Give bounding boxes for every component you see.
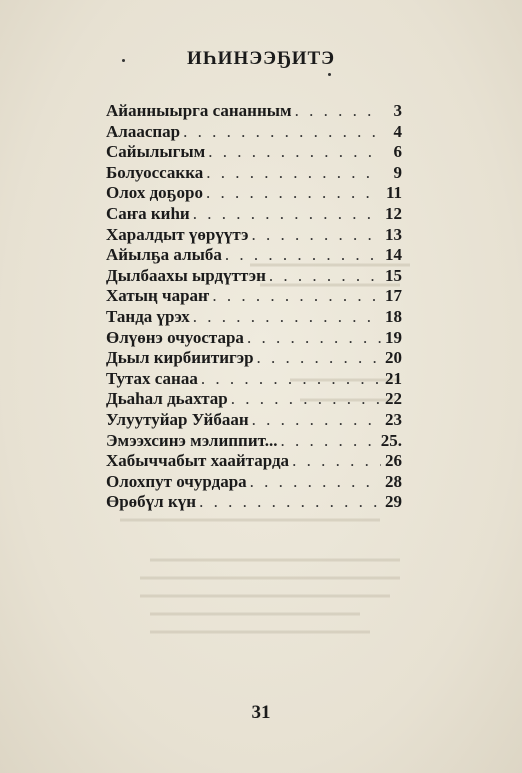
toc-entry-title: Өлүөнэ очуостара: [106, 327, 244, 347]
toc-entry: [106, 492, 402, 513]
page-title: ИҺИНЭЭҔИТЭ: [186, 48, 336, 69]
toc-entry: [106, 451, 402, 472]
toc-dot-leader: [206, 163, 381, 183]
toc-entry-title: Хатың чараҥ: [106, 286, 210, 306]
toc-entry: [106, 389, 402, 410]
toc-dot-leader: [280, 431, 377, 451]
toc-entry-page: 12: [385, 203, 402, 223]
toc-entry-title: Айылҕа алыба: [106, 245, 222, 265]
toc-entry-page: 26: [385, 451, 402, 471]
toc-entry-title: Айанныырга сананным: [106, 101, 292, 120]
toc-entry: [106, 266, 402, 287]
toc-entry-page: 14: [385, 245, 402, 265]
toc-entry-title: Харалдыт үөрүүтэ: [106, 224, 249, 244]
toc-entry-title: Олохпут очурдара: [106, 471, 247, 491]
toc-entry: [106, 101, 402, 122]
toc-entry: [106, 348, 402, 369]
toc-entry-title: Дылбаахы ырдүттэн: [106, 265, 266, 285]
toc-entry-page: 29: [385, 492, 402, 512]
table-of-contents: [106, 101, 402, 513]
toc-entry-page: 15: [385, 265, 402, 285]
toc-entry-page: 11: [385, 183, 402, 203]
toc-entry: [106, 122, 402, 143]
toc-entry-page: 19: [385, 327, 402, 347]
toc-dot-leader: [252, 410, 381, 430]
toc-entry-page: 23: [385, 409, 402, 429]
toc-entry-title: Хабыччабыт хаайтарда: [106, 451, 290, 471]
toc-entry: [106, 225, 402, 246]
toc-dot-leader: [295, 101, 381, 121]
toc-dot-leader: [199, 492, 381, 512]
toc-entry-page: 6: [393, 142, 402, 162]
toc-entry-title: Танда үрэх: [106, 306, 190, 326]
toc-entry: [106, 410, 402, 431]
toc-dot-leader: [183, 122, 381, 142]
toc-entry: [106, 369, 402, 390]
toc-entry-page: 28: [385, 471, 402, 491]
toc-dot-leader: [225, 245, 381, 265]
toc-entry-page: 13: [385, 224, 402, 244]
toc-dot-leader: [251, 225, 381, 245]
toc-entry-page: 20: [385, 348, 402, 368]
toc-entry-page: 25.: [380, 430, 402, 450]
toc-entry-title: Эмээхсинэ мэлиппит...: [106, 430, 278, 450]
toc-entry-page: 17: [385, 286, 402, 306]
page-number: 31: [251, 702, 271, 723]
toc-entry-title: Сайылыгым: [106, 142, 206, 162]
toc-dot-leader: [231, 389, 381, 409]
toc-entry-title: Өрөбүл күн: [106, 492, 197, 512]
toc-entry-page: 3: [393, 101, 402, 120]
toc-entry-title: Болуоссакка: [106, 162, 204, 182]
toc-entry-title: Дьыл кирбиитигэр: [106, 348, 254, 368]
toc-dot-leader: [247, 328, 381, 348]
toc-entry: [106, 204, 402, 225]
toc-entry: [106, 286, 402, 307]
toc-entry: [106, 431, 402, 452]
toc-dot-leader: [206, 183, 381, 203]
toc-entry-page: 21: [385, 368, 402, 388]
toc-entry: [106, 472, 402, 493]
toc-dot-leader: [208, 142, 381, 162]
toc-dot-leader: [193, 307, 381, 327]
toc-entry-title: Саҥа киһи: [106, 203, 190, 223]
toc-entry-title: Дьаһал дьахтар: [106, 389, 228, 409]
toc-entry-page: 18: [385, 306, 402, 326]
toc-entry-title: Алааспар: [106, 121, 181, 141]
toc-entry-title: Тутах санаа: [106, 368, 198, 388]
toc-entry-title: Улуутуйар Уйбаан: [106, 409, 249, 429]
toc-entry: [106, 183, 402, 204]
toc-dot-leader: [269, 266, 381, 286]
toc-entry-title: Олох доҕоро: [106, 183, 203, 203]
toc-entry: [106, 142, 402, 163]
toc-dot-leader: [201, 369, 381, 389]
toc-dot-leader: [292, 451, 381, 471]
toc-entry: [106, 307, 402, 328]
toc-dot-leader: [250, 472, 381, 492]
toc-entry: [106, 163, 402, 184]
toc-entry-page: 4: [393, 121, 402, 141]
toc-dot-leader: [193, 204, 381, 224]
toc-entry-page: 9: [393, 162, 402, 182]
toc-dot-leader: [212, 286, 381, 306]
toc-entry: [106, 245, 402, 266]
ink-speck: [122, 59, 125, 62]
ink-speck: [328, 73, 331, 76]
toc-dot-leader: [257, 348, 381, 368]
toc-entry-page: 22: [385, 389, 402, 409]
toc-entry: [106, 328, 402, 349]
